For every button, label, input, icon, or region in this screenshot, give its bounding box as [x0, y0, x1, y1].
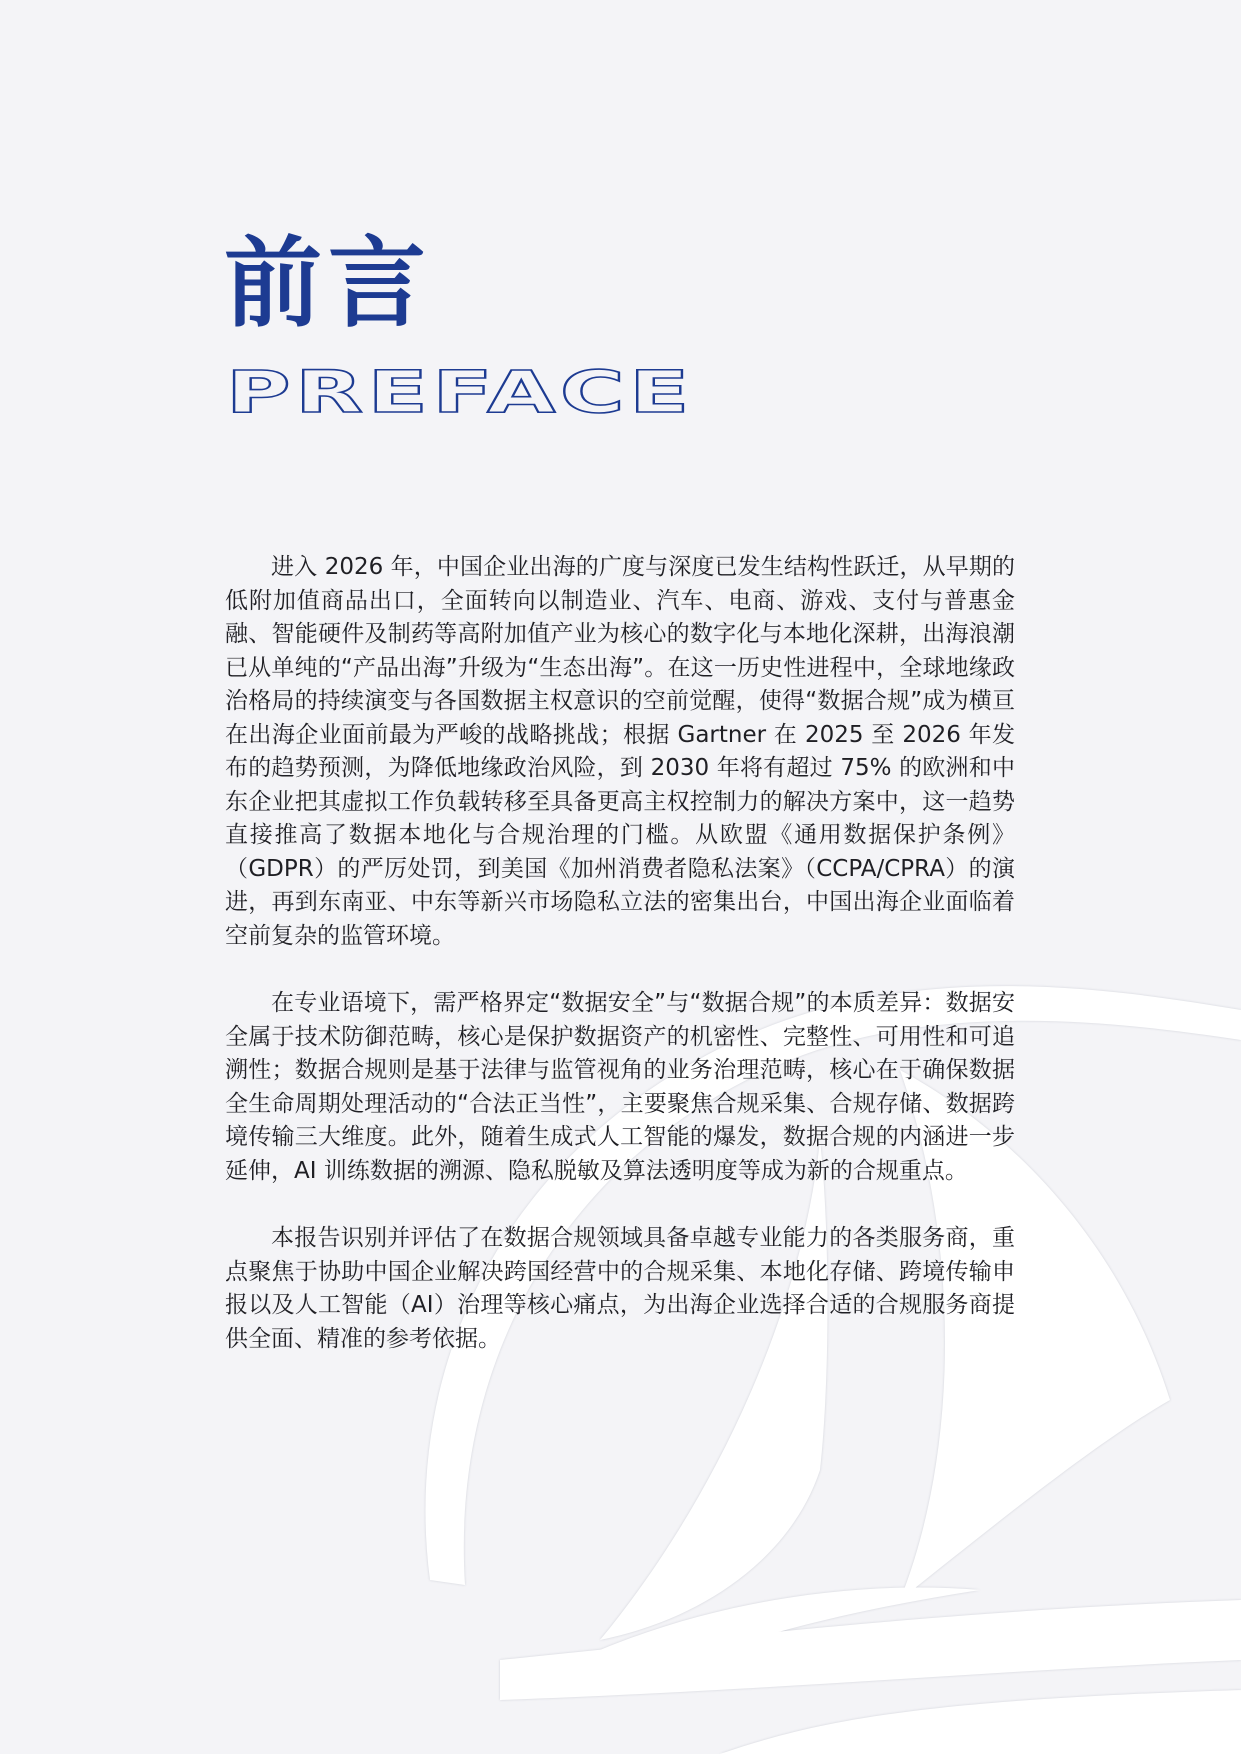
preface-body — [225, 551, 1015, 1390]
paragraph: 在专业语境下，需严格界定“数据安全”与“数据合规”的本质差异：数据安全属于技术防御范畴，核心是保护数据资产的机密性、完整性、可用性和可追溯性；数据合规则是基于法律与监管视角的业务治理范畴，核心在于确保数据全生命周期处理活动的“合法正当性”，主要聚焦合规采集、合规存储、数据跨境传输三大维度。此外，随着生成式人工智能的爆发，数据合规的内涵进一步延伸，AI 训练数据的溯源、隐私脱敏及算法透明度等成为新的合规重点。 — [225, 990, 1015, 1184]
page-subtitle-english: PREFACE — [226, 358, 694, 426]
paragraph: 本报告识别并评估了在数据合规领域具备卓越专业能力的各类服务商，重点聚焦于协助中国企业解决跨国经营中的合规采集、本地化存储、跨境传输申报以及人工智能（AI）治理等核心痛点，为出海企业选择合适的合规服务商提供全面、精准的参考依据。 — [225, 1225, 1015, 1352]
paragraph: 进入 2026 年，中国企业出海的广度与深度已发生结构性跃迁，从早期的低附加值商品出口，全面转向以制造业、汽车、电商、游戏、支付与普惠金融、智能硬件及制药等高附加值产业为核心的数字化与本地化深耕，出海浪潮已从单纯的“产品出海”升级为“生态出海”。在这一历史性进程中，全球地缘政治格局的持续演变与各国数据主权意识的空前觉醒，使得“数据合规”成为横亘在出海企业面前最为严峻的战略挑战；根据 Gartner 在 2025 至 2026 年发布的趋势预测，为降低地缘政治风险，到 2030 年将有超过 75% 的欧洲和中东企业把其虚拟工作负载转移至具备更高主权控制力的解决方案中，这一趋势直接推高了数据本地化与合规治理的门槛。从欧盟《通用数据保护条例》（GDPR）的严厉处罚，到美国《加州消费者隐私法案》（CCPA/CPRA）的演进，再到东南亚、中东等新兴市场隐私立法的密集出台，中国出海企业面临着空前复杂的监管环境。 — [225, 554, 1015, 949]
page-title: 前言 — [224, 227, 433, 341]
